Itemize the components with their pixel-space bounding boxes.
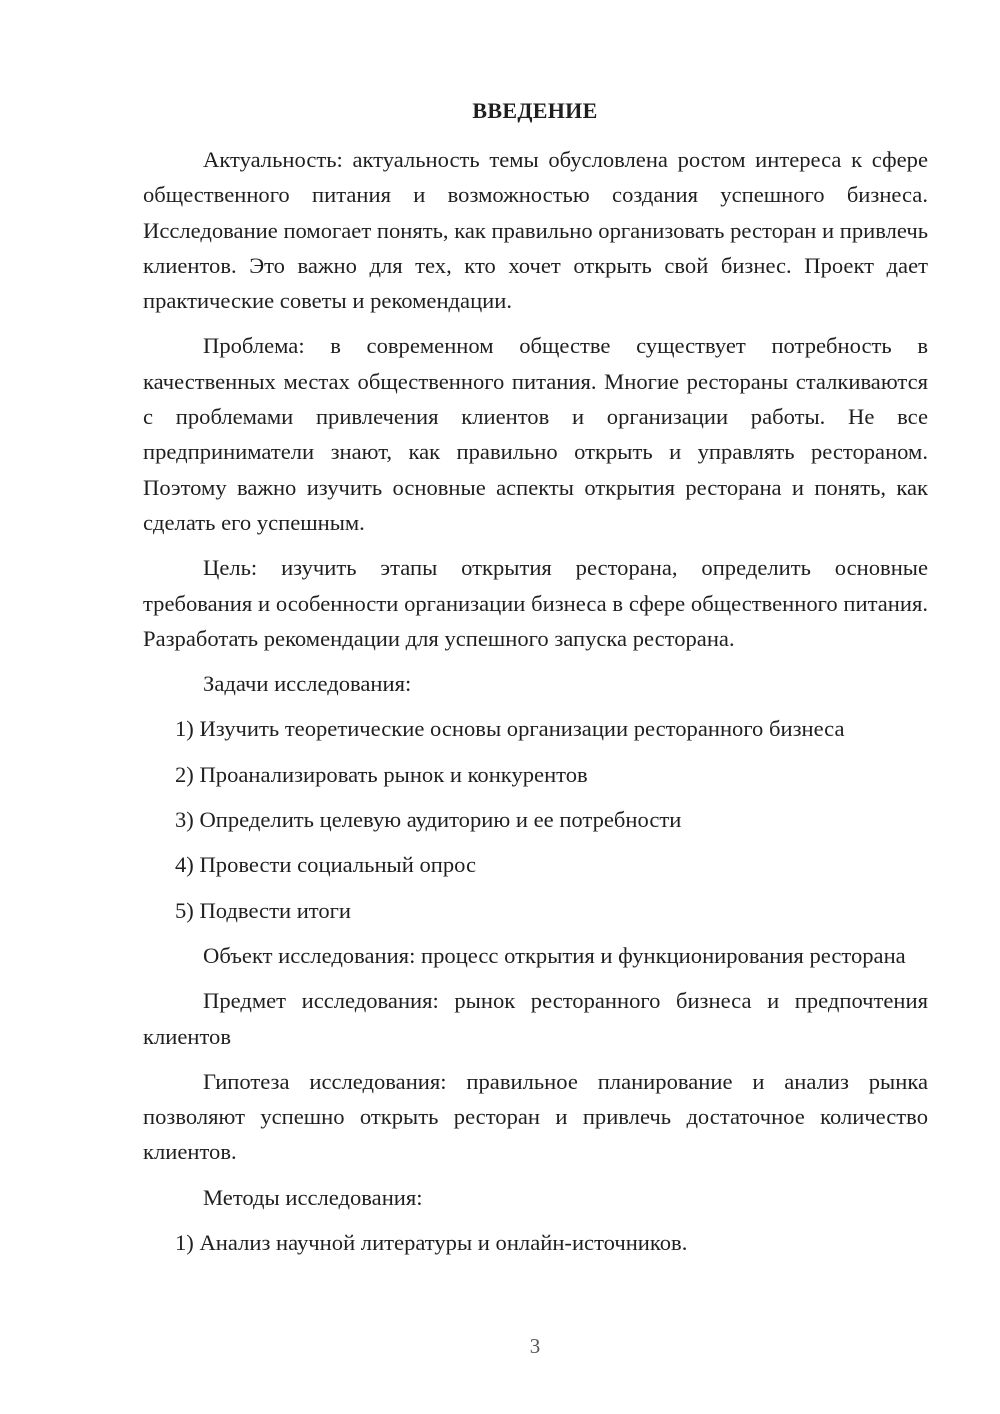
paragraph-subject: Предмет исследования: рынок ресторанного бизнеса и предпочтения клиентов [143, 988, 928, 1049]
paragraph-hypothesis: Гипотеза исследования: правильное планирование и анализ рынка позволяют успешно открыть ресторан и привлечь достаточное количество клиентов. [143, 1068, 928, 1165]
tasks-heading: Задачи исследования: [203, 671, 412, 697]
methods-heading: Методы исследования: [203, 1184, 423, 1210]
method-item-1: 1) Анализ научной литературы и онлайн-источников. [175, 1230, 688, 1256]
paragraph-relevance: Актуальность: актуальность темы обусловлена ростом интереса к сфере общественного питания и возможностью создания успешного бизнеса. Исследование помогает понять, как правильно организовать ресторан и привлечь клиентов. Это важно для тех, кто хочет открыть свой бизнес. Проект дает практические советы и рекомендации. [143, 147, 928, 314]
paragraph-goal: Цель: изучить этапы открытия ресторана, определить основные требования и особенности организации бизнеса в сфере общественного питания. Разработать рекомендации для успешного запуска ресторана. [143, 555, 928, 651]
task-item-2: 2) Проанализировать рынок и конкурентов [175, 761, 588, 787]
page-title: ВВЕДЕНИЕ [472, 98, 598, 123]
paragraph-object: Объект исследования: процесс открытия и функционирования ресторана [203, 942, 906, 968]
task-item-1: 1) Изучить теоретические основы организации ресторанного бизнеса [175, 716, 845, 742]
page-number: 3 [529, 1334, 541, 1358]
document-body [143, 142, 928, 1270]
task-item-4: 4) Провести социальный опрос [175, 852, 477, 878]
paragraph-problem: Проблема: в современном обществе существует потребность в качественных местах общественного питания. Многие рестораны сталкиваются с проблемами привлечения клиентов и организации работы. Не все предприниматели знают, как правильно открыть и управлять рестораном. Поэтому важно изучить основные аспекты открытия ресторана и понять, как сделать его успешным. [143, 333, 928, 535]
task-item-3: 3) Определить целевую аудиторию и ее потребности [175, 807, 682, 833]
task-item-5: 5) Подвести итоги [175, 897, 352, 923]
